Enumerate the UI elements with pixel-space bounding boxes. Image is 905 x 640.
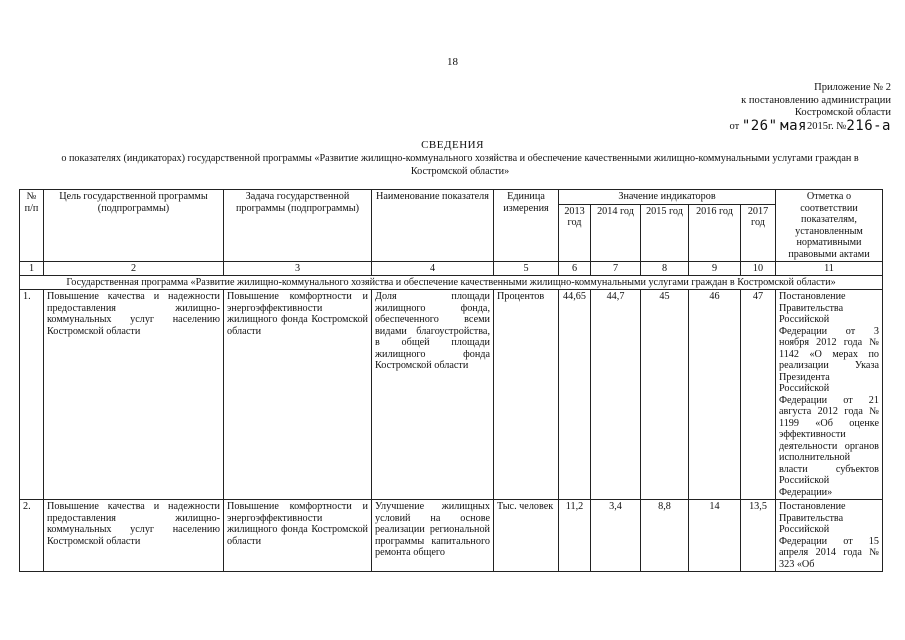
column-number: 9	[689, 262, 741, 276]
column-number: 6	[559, 262, 591, 276]
row-unit: Тыс. человек	[494, 500, 559, 572]
row-value-2013: 11,2	[559, 500, 591, 572]
row-unit: Процентов	[494, 290, 559, 500]
header-num: № п/п	[20, 190, 44, 262]
row-number: 2.	[20, 500, 44, 572]
column-number: 2	[44, 262, 224, 276]
header-goal: Цель государственной программы (подпрограммы)	[44, 190, 224, 262]
row-number: 1.	[20, 290, 44, 500]
row-note: Постановление Правительства Российской Федерации от 15 апреля 2014 года № 323 «Об	[776, 500, 883, 572]
column-number-row	[20, 262, 883, 276]
row-value-2016: 14	[689, 500, 741, 572]
document-subtitle: о показателях (индикаторах) государственной программы «Развитие жилищно-коммунального хозяйства и обеспечение качественными жилищно-коммунальными услугами граждан в Костромской области»	[61, 153, 859, 177]
row-task: Повышение комфортности и энергоэффективности жилищного фонда Костромской области	[224, 500, 372, 572]
column-number: 8	[641, 262, 689, 276]
row-value-2013: 44,65	[559, 290, 591, 500]
appendix-block	[671, 82, 891, 133]
row-indicator: Улучшение жилищных условий на основе реализации региональной программы капитального ремонта общего	[372, 500, 494, 572]
row-task: Повышение комфортности и энергоэффективности жилищного фонда Костромской области	[224, 290, 372, 500]
header-year-2014: 2014 год	[591, 204, 641, 262]
section-title: Государственная программа «Развитие жилищно-коммунального хозяйства и обеспечение качественными жилищно-коммунальными услугами граждан в Костромской области»	[20, 276, 883, 290]
column-number: 11	[776, 262, 883, 276]
header-row-1	[20, 190, 883, 205]
row-goal: Повышение качества и надежности предоставления жилищно-коммунальных услуг населению Костромской области	[44, 290, 224, 500]
table-row	[20, 290, 883, 500]
indicators-table	[19, 189, 883, 572]
doc-number: 216-а	[846, 117, 891, 134]
appendix-line-2: к постановлению администрации	[741, 94, 891, 106]
header-task: Задача государственной программы (подпрограммы)	[224, 190, 372, 262]
row-indicator: Доля площади жилищного фонда, обеспеченного всеми видами благоустройства, в общей площади жилищного фонда Костромской области	[372, 290, 494, 500]
date-prefix: от	[729, 120, 740, 132]
header-year-2017: 2017 год	[741, 204, 776, 262]
date-day: "26"	[741, 117, 778, 134]
date-month: мая	[780, 117, 807, 134]
header-indicator: Наименование показателя	[372, 190, 494, 262]
column-number: 1	[20, 262, 44, 276]
document-title: СВЕДЕНИЯ	[421, 139, 484, 151]
row-value-2014: 44,7	[591, 290, 641, 500]
row-value-2017: 13,5	[741, 500, 776, 572]
column-number: 3	[224, 262, 372, 276]
column-number: 5	[494, 262, 559, 276]
section-row	[20, 276, 883, 290]
header-note: Отметка о соответствии показателям, установленным нормативными правовыми актами	[776, 190, 883, 262]
header-unit: Единица измерения	[494, 190, 559, 262]
header-year-2016: 2016 год	[689, 204, 741, 262]
row-goal: Повышение качества и надежности предоставления жилищно-коммунальных услуг населению Костромской области	[44, 500, 224, 572]
page-number: 18	[447, 56, 458, 68]
header-values-group: Значение индикаторов	[559, 190, 776, 205]
row-value-2015: 45	[641, 290, 689, 500]
appendix-title: Приложение № 2	[814, 82, 891, 93]
date-year: 2015г. №	[806, 120, 847, 132]
appendix-line-3: Костромской области	[794, 107, 891, 118]
table-row	[20, 500, 883, 572]
row-note: Постановление Правительства Российской Федерации от 3 ноября 2012 года № 1142 «О мерах по реализации Указа Президента Российской Федерации от 21 августа 2012 года № 1199 «Об оценке эффективности деятельности органов исполнительной власти субъектов Российской Федерации»	[776, 290, 883, 500]
row-value-2015: 8,8	[641, 500, 689, 572]
appendix-date-line	[671, 117, 891, 134]
row-value-2016: 46	[689, 290, 741, 500]
column-number: 10	[741, 262, 776, 276]
header-year-2013: 2013 год	[559, 204, 591, 262]
column-number: 4	[372, 262, 494, 276]
column-number: 7	[591, 262, 641, 276]
row-value-2014: 3,4	[591, 500, 641, 572]
row-value-2017: 47	[741, 290, 776, 500]
header-year-2015: 2015 год	[641, 204, 689, 262]
